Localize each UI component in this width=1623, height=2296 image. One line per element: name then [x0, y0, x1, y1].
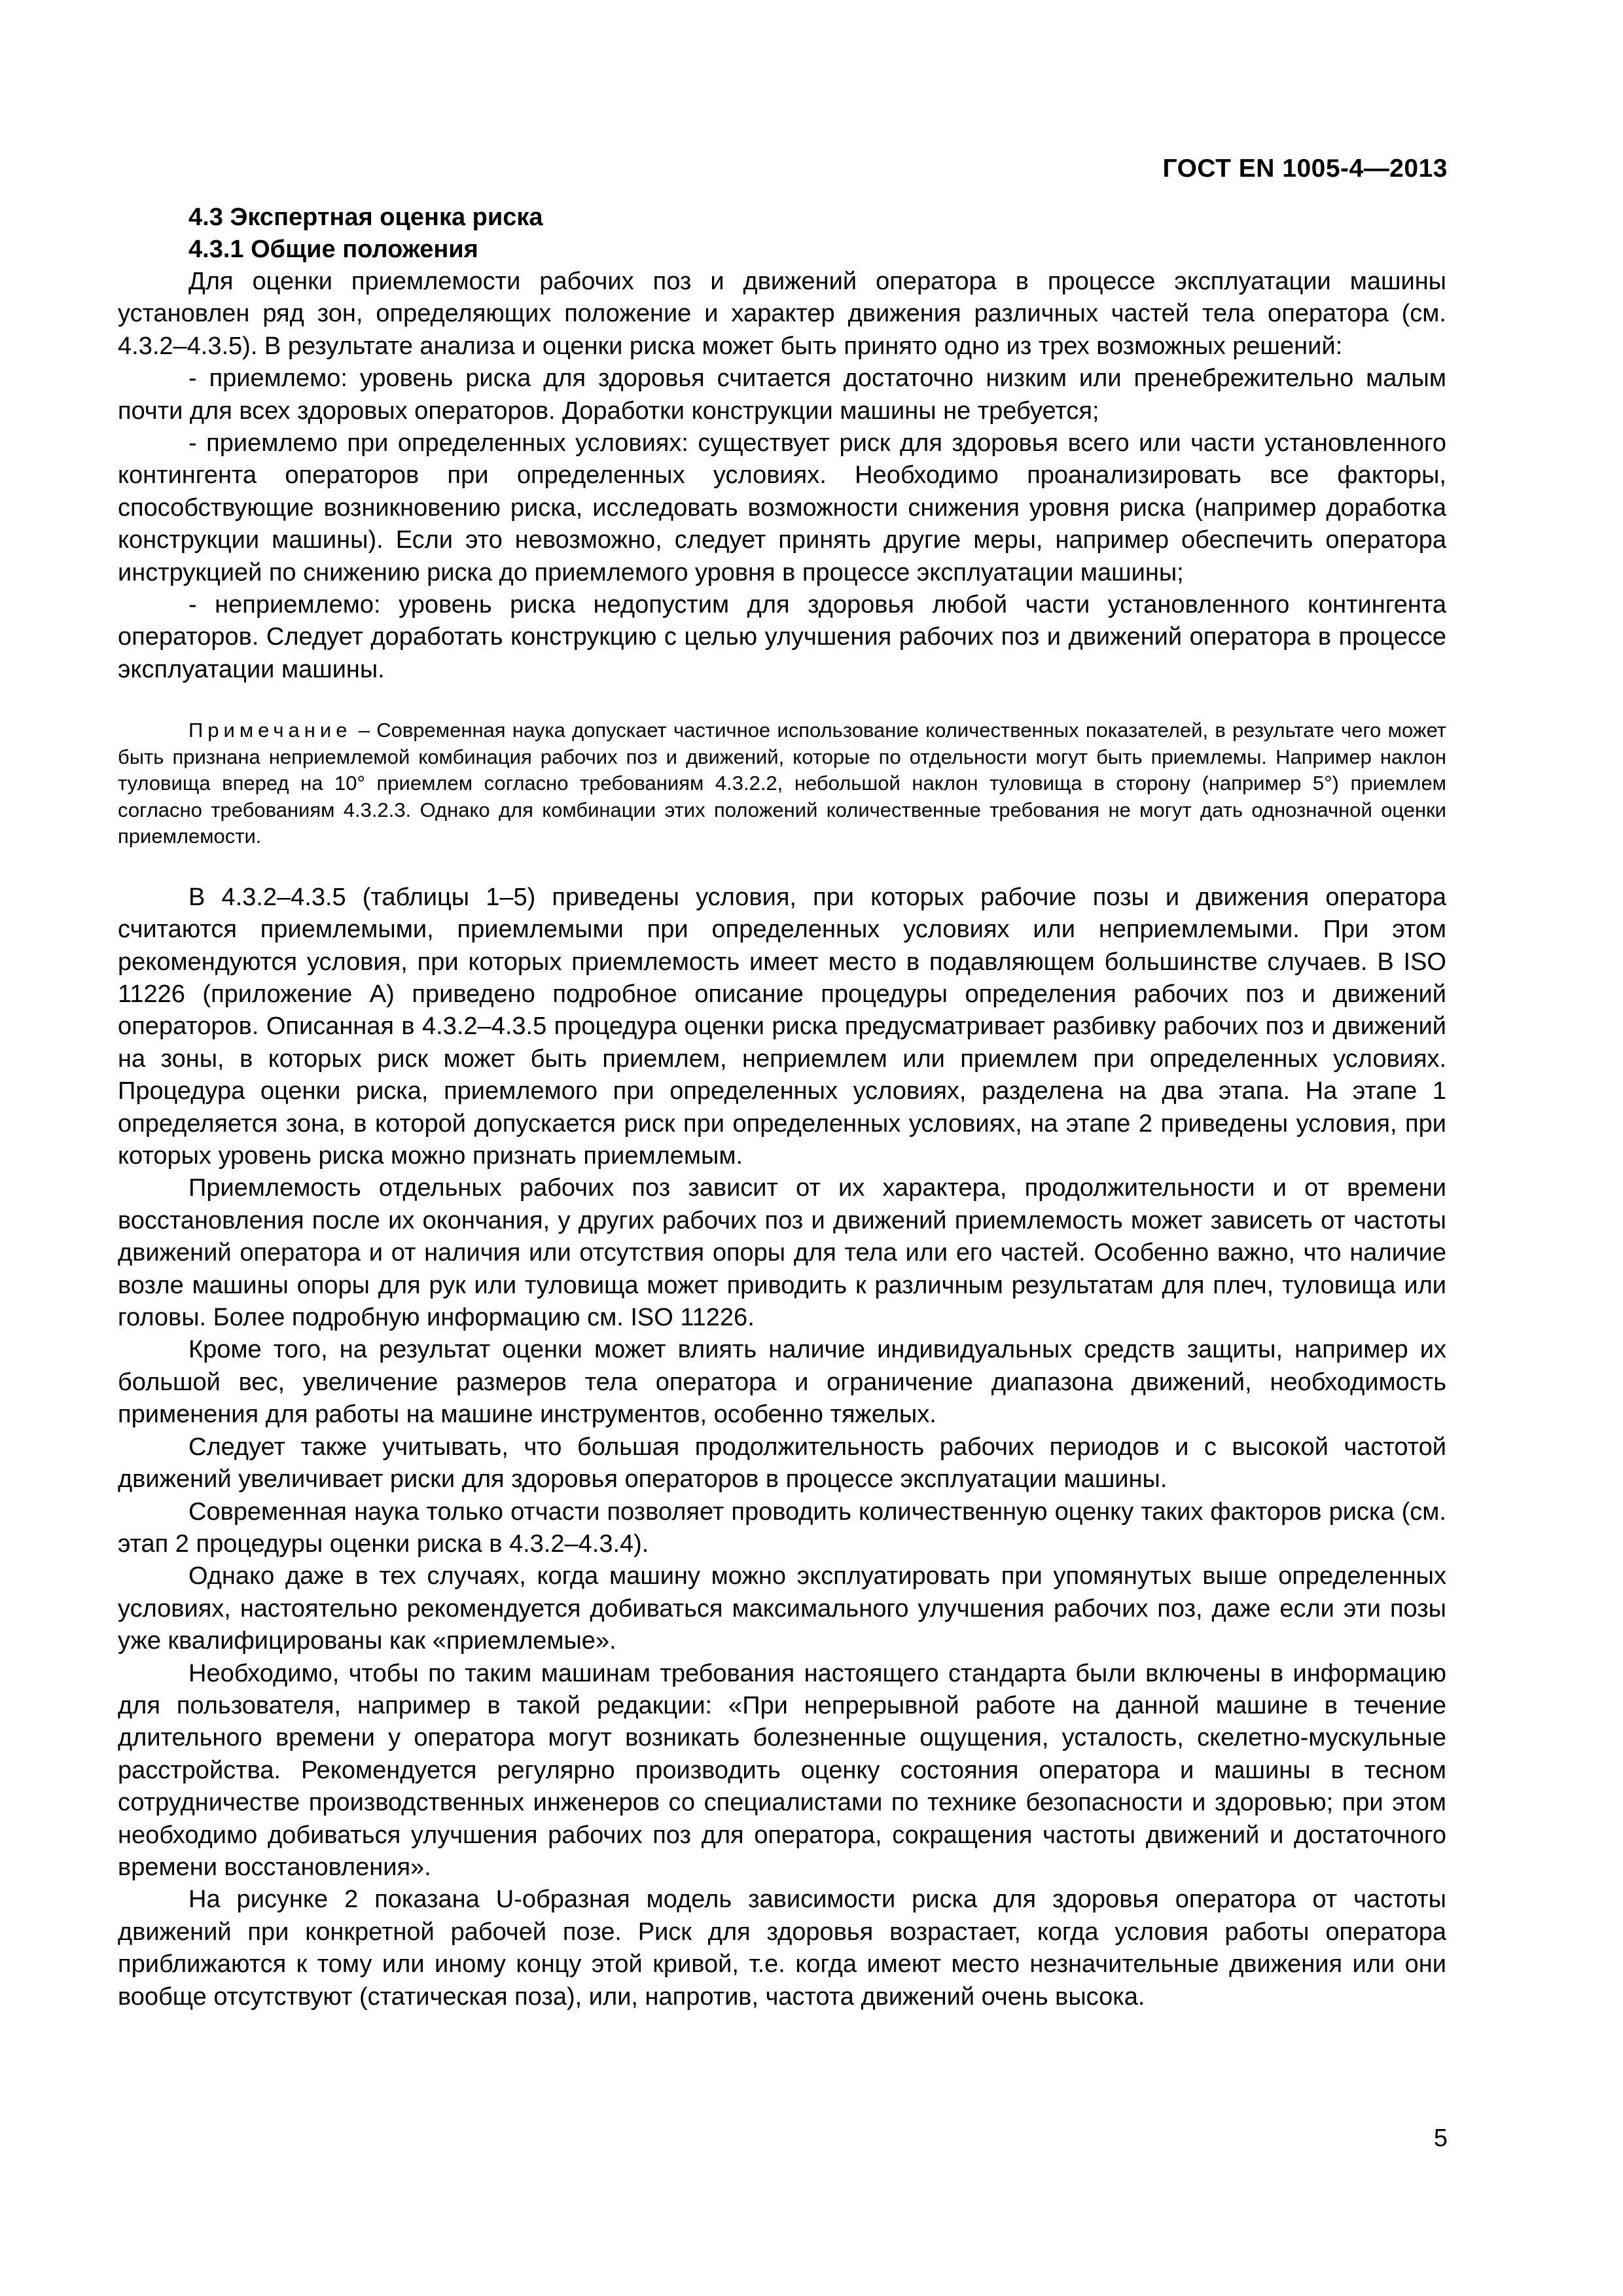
paragraph: Необходимо, чтобы по таким машинам требования настоящего стандарта были включены в информацию для пользователя, например в такой редакции: «При непрерывной работе на данной машине в течение длительного времени у оператора могут возникать болезненные ощущения, усталость, скелетно-мускульные расстройства. Рекомендуется регулярно производить оценку состояния оператора и машины в тесном сотрудничестве производственных инженеров со специалистами по технике безопасности и здоровью; при этом необходимо добиваться улучшения рабочих поз для оператора, сокращения частоты движений и достаточного времени восстановления». — [118, 1659, 1446, 1881]
paragraph: Для оценки приемлемости рабочих поз и движений оператора в процессе эксплуатации машины установлен ряд зон, определяющих положение и характер движения различных частей тела оператора (см. 4.3.2–4.3.5). В результате анализа и оценки риска может быть принято одно из трех возможных решений: — [118, 268, 1446, 360]
note — [118, 717, 1446, 850]
paragraph: Современная наука только отчасти позволяет проводить количественную оценку таких факторов риска (см. этап 2 процедуры оценки риска в 4.3.2–4.3.4). — [118, 1498, 1446, 1558]
paragraph: Приемлемость отдельных рабочих поз зависит от их характера, продолжительности и от времени восстановления после их окончания, у других рабочих поз и движений приемлемость может зависеть от частоты движений оператора и от наличия или отсутствия опоры для тела или его частей. Особенно важно, что наличие возле машины опоры для рук или туловища может приводить к различным результатам для плеч, туловища или головы. Более подробную информацию см. ISO 11226. — [118, 1174, 1446, 1332]
section-title: 4.3 Экспертная оценка риска — [188, 204, 543, 231]
paragraph: Однако даже в тех случаях, когда машину можно эксплуатировать при упомянутых выше определенных условиях, настоятельно рекомендуется добиваться максимального улучшения рабочих поз, даже если эти позы уже квалифицированы как «приемлемые». — [118, 1562, 1446, 1655]
document-header: ГОСТ EN 1005-4—2013 — [1162, 154, 1448, 183]
list-item: - неприемлемо: уровень риска недопустим для здоровья любой части установленного контингента операторов. Следует доработать конструкцию с целью улучшения рабочих поз и движений оператора в процессе эксплуатации машины. — [118, 591, 1446, 683]
paragraph: Следует также учитывать, что большая продолжительность рабочих периодов и с высокой частотой движений увеличивает риски для здоровья операторов в процессе эксплуатации машины. — [118, 1433, 1446, 1494]
list-item: - приемлемо при определенных условиях: существует риск для здоровья всего или части установленного контингента операторов при определенных условиях. Необходимо проанализировать все факторы, способствующие возникновению риска, исследовать возможности снижения уровня риска (например доработка конструкции машины). Если это невозможно, следует принять другие меры, например обеспечить оператора инструкцией по снижению риска до приемлемого уровня в процессе эксплуатации машины; — [118, 429, 1446, 586]
paragraph: Кроме того, на результат оценки может влиять наличие индивидуальных средств защиты, например их большой вес, увеличение размеров тела оператора и ограничение диапазона движений, необходимость применения для работы на машине инструментов, особенно тяжелых. — [118, 1336, 1446, 1429]
page-number: 5 — [1433, 2125, 1448, 2152]
paragraph: На рисунке 2 показана U-образная модель зависимости риска для здоровья оператора от частоты движений при конкретной рабочей позе. Риск для здоровья возрастает, когда условия работы оператора приближаются к тому или иному концу этой кривой, т.е. когда имеют место незначительные движения или они вообще отсутствуют (статическая поза), или, напротив, частота движений очень высока. — [118, 1886, 1446, 2011]
note-text: – Современная наука допускает частичное использование количественных показателей, в результате чего может быть признана неприемлемой комбинация рабочих поз и движений, которые по отдельности могут быть приемлемы. Например наклон туловища вперед на 10° приемлем согласно требованиям 4.3.2.2, небольшой наклон туловища в сторону (например 5°) приемлем согласно требованиям 4.3.2.3. Однако для комбинации этих положений количественные требования не могут дать однозначной оценки приемлемости. — [118, 719, 1446, 848]
subsection-title: 4.3.1 Общие положения — [188, 236, 478, 263]
list-item: - приемлемо: уровень риска для здоровья считается достаточно низким или пренебрежительно малым почти для всех здоровых операторов. Доработки конструкции машины не требуется; — [118, 365, 1446, 425]
paragraph: В 4.3.2–4.3.5 (таблицы 1–5) приведены условия, при которых рабочие позы и движения оператора считаются приемлемыми, приемлемыми при определенных условиях или неприемлемыми. При этом рекомендуются условия, при которых приемлемость имеет место в подавляющем большинстве случаев. В ISO 11226 (приложение А) приведено подробное описание процедуры определения рабочих поз и движений операторов. Описанная в 4.3.2–4.3.5 процедура оценки риска предусматривает разбивку рабочих поз и движений на зоны, в которых риск может быть приемлем, неприемлем или приемлем при определенных условиях. Процедура оценки риска, приемлемого при определенных условиях, разделена на два этапа. На этапе 1 определяется зона, в которой допускается риск при определенных условиях, на этапе 2 приведены условия, при которых уровень риска можно признать приемлемым. — [118, 883, 1446, 1170]
note-label: Примечание — [188, 719, 352, 742]
document-body — [118, 202, 1446, 2013]
